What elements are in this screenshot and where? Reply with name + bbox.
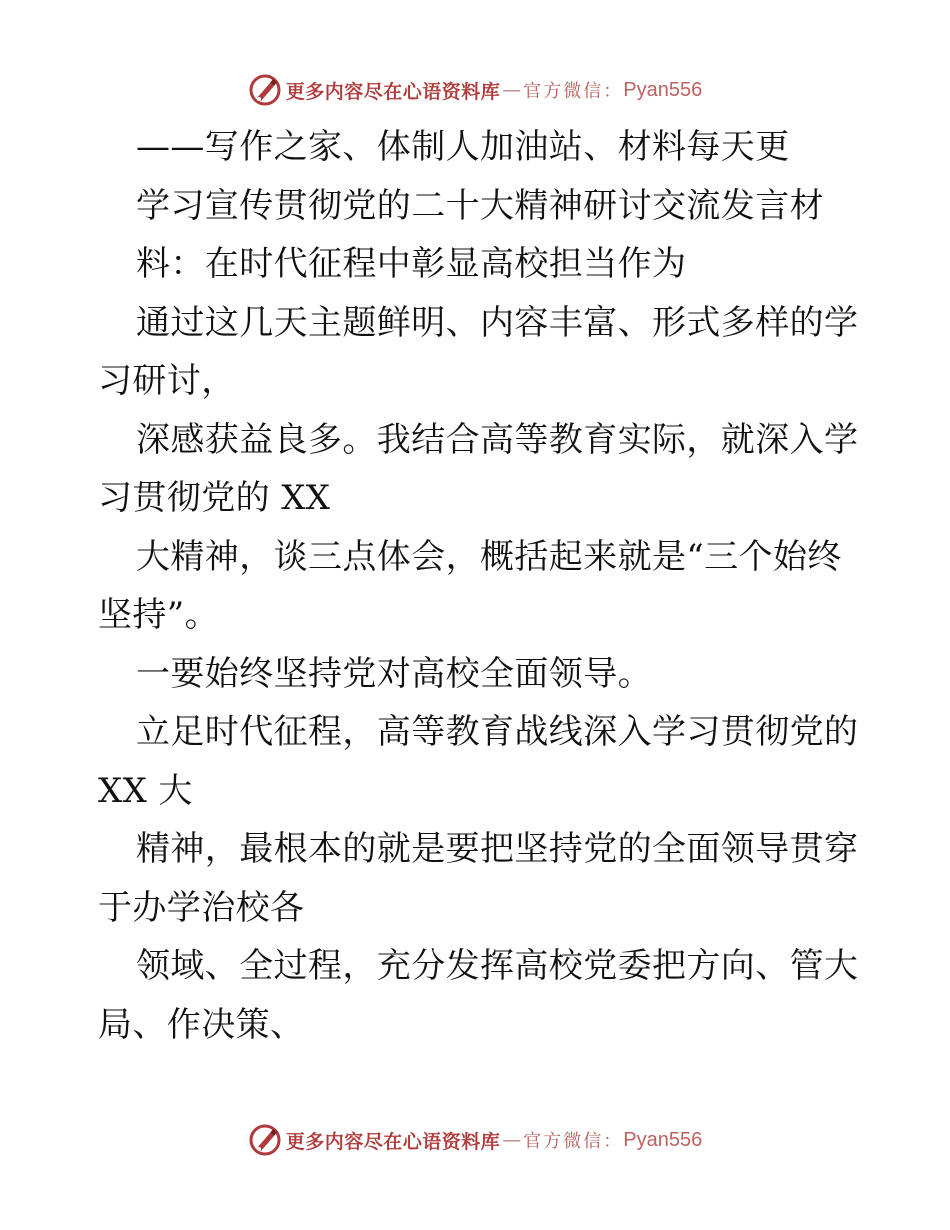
page-footer [0,1120,950,1160]
wechat-label: 官方微信： [523,1131,624,1152]
page-header [0,70,950,110]
wechat-label: 官方微信： [523,81,624,102]
pen-logo-icon [248,73,282,107]
text-line: ——写作之家、体制人加油站、材料每天更 [136,127,790,167]
text-line: 大精神，谈三点体会，概括起来就是“三个始终 [136,536,842,577]
text-line: 习研讨， [98,361,236,401]
brand-separator: — [502,79,522,101]
text-line: 通过这几天主题鲜明、内容丰富、形式多样的学 [136,302,859,343]
brand-text: 更多内容尽在心语资料库 [285,80,501,103]
text-line: 坚持”。 [98,595,219,635]
document-body [98,118,858,1054]
text-line: 一要始终坚持党对高校全面领导。 [136,653,652,694]
pen-logo-icon [248,1123,282,1157]
brand-separator: — [502,1129,522,1151]
text-line: 学习宣传贯彻党的二十大精神研讨交流发言材 [136,185,824,226]
brand-text: 更多内容尽在心语资料库 [285,1130,501,1153]
text-line: 料：在时代征程中彰显高校担当作为 [136,244,687,284]
text-line: 习贯彻党的 XX [98,478,331,518]
text-line: 深感获益良多。我结合高等教育实际，就深入学 [136,419,859,460]
text-line: 立足时代征程，高等教育战线深入学习贯彻党的 [136,712,859,752]
text-line: XX 大 [98,770,193,811]
text-line: 领域、全过程，充分发挥高校党委把方向、管大 [136,946,859,986]
text-line: 精神，最根本的就是要把坚持党的全面领导贯穿 [136,829,859,869]
wechat-id: Pyan556 [623,1128,703,1151]
wechat-id: Pyan556 [623,78,703,101]
text-line: 局、作决策、 [98,1004,305,1045]
text-line: 于办学治校各 [98,887,305,928]
